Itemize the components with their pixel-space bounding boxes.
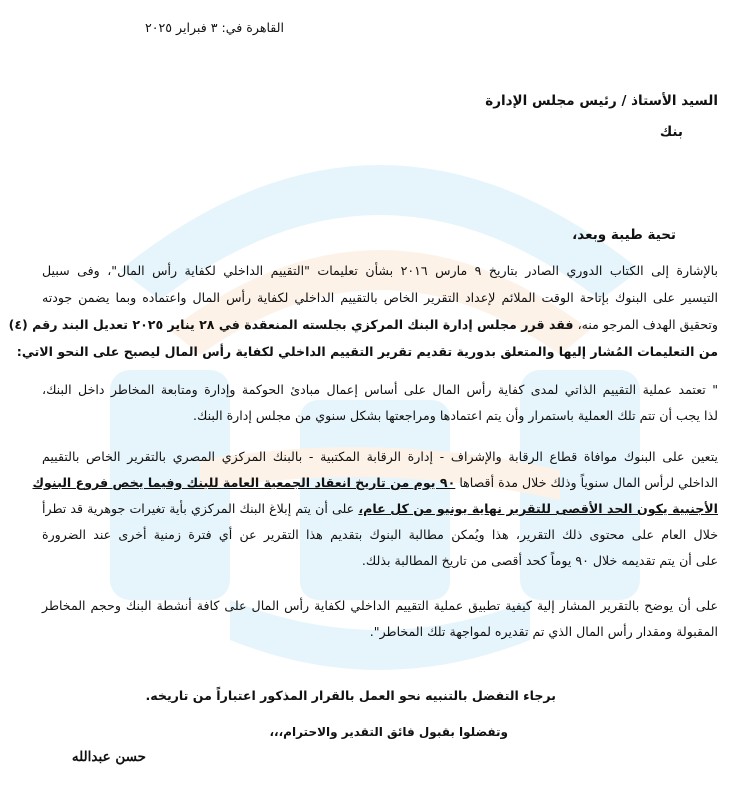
paragraph-2-line-5: على أن يتم تقديمه خلال ٩٠ يوماً كحد أقصى من تاريخ المطالبة بذلك. [361,553,718,568]
paragraph-3-line-1: على أن يوضح بالتقرير المشار إلية كيفية تطبيق عملية التقييم الداخلي لكفاية رأس المال على كافة أنشطة البنك وحجم المخاطر [42,598,718,613]
paragraph-1-line-2: التيسير على البنوك بإتاحة الوقت الملائم لإعداد التقرير الخاص بالتقييم الداخلي لكفاية رأس المال واعتماده وبما يضمن جودته [42,290,718,305]
paragraph-1-line-3-start: وتحقيق الهدف المرجو منه، [577,317,718,332]
paragraph-1-line-4: من التعليمات المُشار إليها والمتعلق بدورية تقديم تقرير التقييم الداخلي لكفاية رأس المال ليصبح على النحو الاتي: [16,344,718,359]
paragraph-2-line-3-end: على أن يتم إبلاغ البنك المركزي بأية تغيرات جوهرية قد تطرأ [42,501,355,516]
paragraph-1-line-1: بالإشارة إلى الكتاب الدوري الصادر بتاريخ ٩ مارس ٢٠١٦ بشأن تعليمات "التقييم الداخلي لكفاية رأس المال"، وفى سبيل [42,263,718,278]
paragraph-2-line-3 [42,501,718,517]
greeting: تحية طيبة وبعد، [572,227,676,243]
signature: حسن عبدالله [71,749,146,765]
paragraph-1-line-3 [8,317,718,333]
paragraph-2-line-2-start: الداخلي لرأس المال سنوياً وذلك خلال مدة أقصاها [459,475,718,490]
closing-request: برجاء التفضل بالتنبيه نحو العمل بالقرار المذكور اعتباراً من تاريخه. [145,688,556,703]
closing-regards: وتفضلوا بقبول فائق التقدير والاحترام،،، [269,725,508,739]
quote-line-1: " تعتمد عملية التقييم الذاتي لمدى كفاية رأس المال على أساس إعمال مبادئ الحوكمة وإدارة ومتابعة المخاطر داخل البنك، [42,382,718,397]
paragraph-2-line-1: يتعين على البنوك موافاة قطاع الرقابة والإشراف - إدارة الرقابة المكتبية - بالبنك المركزي المصري بالتقرير الخاص بالتقييم [42,449,718,464]
paragraph-2-line-2-bold: ٩٠ يوم من تاريخ انعقاد الجمعية العامة للبنك وفيما يخص فروع البنوك [32,475,456,490]
paragraph-2-line-2 [32,475,718,491]
addressee-title: السيد الأستاذ / رئيس مجلس الإدارة [485,93,718,109]
paragraph-3-line-2: المقبولة ومقدار رأس المال الذي تم تقديره لمواجهة تلك المخاطر". [369,624,718,639]
paragraph-1-line-3-bold: فقد قرر مجلس إدارة البنك المركزي بجلسته المنعقدة في ٢٨ يناير ٢٠٢٥ تعديل البند رقم (٤) [8,317,574,332]
quote-line-2: لذا يجب أن تتم تلك العملية باستمرار وأن يتم اعتمادها ومراجعتها بشكل سنوي من مجلس إدارة البنك. [193,408,718,423]
paragraph-2-line-4: خلال العام على محتوى ذلك التقرير، هذا ويُمكن مطالبة البنوك بتقديم هذا التقرير عن أي فترة زمنية أخرى عند الضرورة [42,527,718,542]
addressee-bank: بنك [659,124,683,140]
letter-date: القاهرة في: ٣ فبراير ٢٠٢٥ [144,20,284,35]
paragraph-2-line-3-bold: الأجنبية يكون الحد الأقصى للتقرير نهاية يونيو من كل عام، [358,501,718,516]
